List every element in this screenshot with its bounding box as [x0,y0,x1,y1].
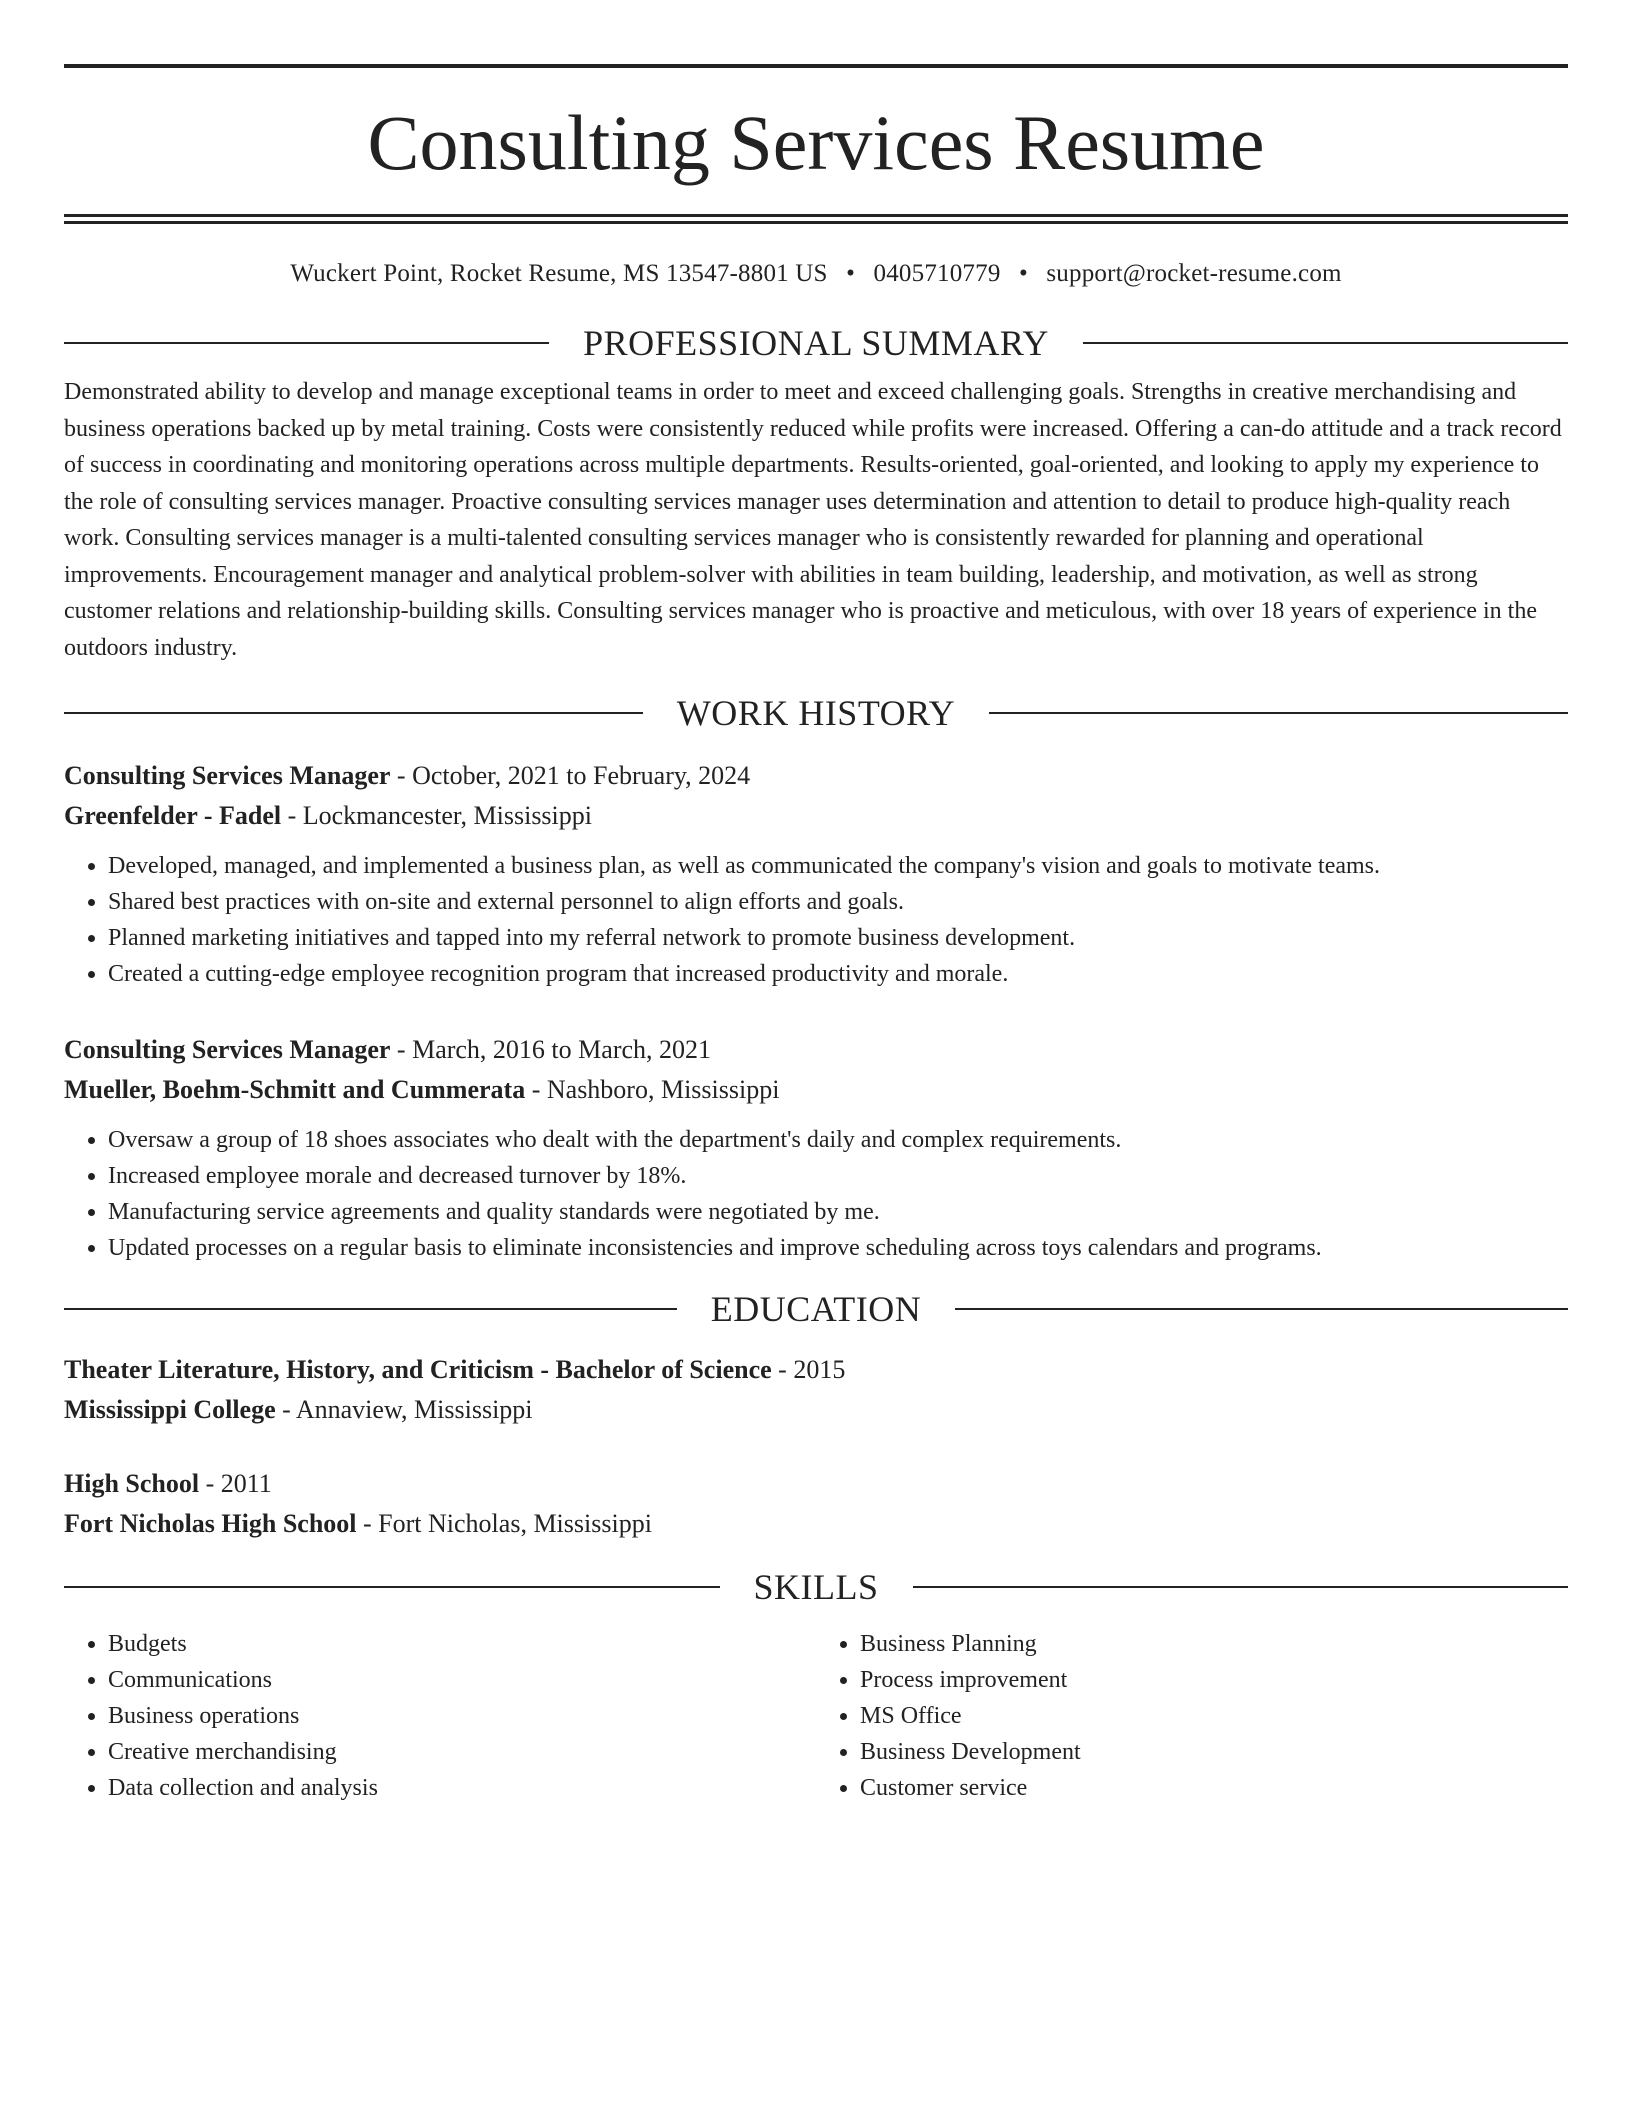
degree: High School [64,1469,200,1498]
skill-item: • Business Development [860,1734,1568,1770]
skill-item: • Budgets [108,1626,816,1662]
section-title: EDUCATION [710,1289,922,1329]
contact-line [64,260,1568,288]
heading-rule [1083,342,1568,344]
contact-separator: • [846,260,856,287]
job-entry [64,1030,1568,1266]
job-title: Consulting Services Manager [64,761,391,790]
education-entry [64,1464,1568,1544]
section-title: SKILLS [753,1567,879,1607]
heading-rule [913,1586,1569,1588]
contact-address: Wuckert Point, Rocket Resume, MS 13547-8801 US [290,260,828,287]
heading-rule [64,1308,677,1310]
skills-columns [64,1626,1568,1806]
education-entry [64,1350,1568,1430]
skill-item: • Communications [108,1662,816,1698]
heading-rule [955,1308,1568,1310]
job-entry [64,756,1568,992]
skill-item: • MS Office [860,1698,1568,1734]
job-title: Consulting Services Manager [64,1035,391,1064]
school-location: - Annaview, Mississippi [275,1395,533,1424]
heading-rule [64,712,643,714]
degree-year: - 2011 [199,1469,272,1498]
job-location: - Lockmancester, Mississippi [281,801,593,830]
job-dates: - October, 2021 to February, 2024 [390,761,751,790]
heading-rule [64,342,549,344]
job-company-line [64,1070,1568,1110]
job-bullet: • Created a cutting-edge employee recognition program that increased productivity and morale. [108,956,1568,992]
job-bullet: • Increased employee morale and decreased turnover by 18%. [108,1158,1568,1194]
job-company: Mueller, Boehm-Schmitt and Cummerata [64,1075,526,1104]
section-title: PROFESSIONAL SUMMARY [583,323,1049,363]
job-bullet: • Updated processes on a regular basis to eliminate inconsistencies and improve scheduling across toys calendars and programs. [108,1230,1568,1266]
degree-line [64,1464,1568,1504]
summary-paragraph: Demonstrated ability to develop and manage exceptional teams in order to meet and exceed challenging goals. Strengths in creative merchandising and business operations backed up by metal training. Costs were consistently reduced while profits were increased. Offering a can-do attitude and a track record of success in coordinating and monitoring operations across multiple departments. Results-oriented, goal-oriented, and looking to apply my experience to the role of consulting services manager. Proactive consulting services manager uses determination and attention to detail to produce high-quality reach work. Consulting services manager is a multi-talented consulting services manager who is consistently rewarded for planning and operational improvements. Encouragement manager and analytical problem-solver with abilities in team building, leadership, and motivation, as well as strong customer relations and relationship-building skills. Consulting services manager who is proactive and meticulous, with over 18 years of experience in the outdoors industry. [64,379,1562,661]
school-line [64,1390,1568,1430]
job-location: - Nashboro, Mississippi [525,1075,780,1104]
job-company-line [64,796,1568,836]
degree-line [64,1350,1568,1390]
skill-item: • Business Planning [860,1626,1568,1662]
job-company: Greenfelder - Fadel [64,801,282,830]
job-bullet: • Manufacturing service agreements and quality standards were negotiated by me. [108,1194,1568,1230]
skill-item: • Business operations [108,1698,816,1734]
school-line [64,1504,1568,1544]
section-heading-summary [64,322,1568,364]
job-bullet: • Shared best practices with on-site and external personnel to align efforts and goals. [108,884,1568,920]
resume-title: Consulting Services Resume [367,99,1265,186]
work-history-list [64,756,1568,1266]
job-title-line [64,1030,1568,1070]
skill-item: • Customer service [860,1770,1568,1806]
school-location: - Fort Nicholas, Mississippi [356,1509,652,1538]
job-title-line [64,756,1568,796]
section-heading-education [64,1288,1568,1330]
title-double-rule [64,214,1568,224]
contact-email[interactable]: support@rocket-resume.com [1046,260,1342,287]
heading-rule [989,712,1568,714]
school: Mississippi College [64,1395,276,1424]
degree-year: - 2015 [771,1355,846,1384]
job-dates: - March, 2016 to March, 2021 [390,1035,712,1064]
school: Fort Nicholas High School [64,1509,357,1538]
education-list [64,1350,1568,1544]
contact-separator: • [1018,260,1028,287]
skill-item: • Process improvement [860,1662,1568,1698]
job-bullet: • Planned marketing initiatives and tapped into my referral network to promote business development. [108,920,1568,956]
section-heading-work-history [64,692,1568,734]
skill-item: • Data collection and analysis [108,1770,816,1806]
skills-column-left [64,1626,816,1806]
job-bullets [64,848,1568,992]
degree: Theater Literature, History, and Criticism - Bachelor of Science [64,1355,772,1384]
skills-column-right [816,1626,1568,1806]
job-bullet: • Oversaw a group of 18 shoes associates who dealt with the department's daily and complex requirements. [108,1122,1568,1158]
job-bullet: • Developed, managed, and implemented a business plan, as well as communicated the company's vision and goals to motivate teams. [108,848,1568,884]
contact-phone[interactable]: 0405710779 [873,260,1001,287]
section-heading-skills [64,1566,1568,1608]
heading-rule [64,1586,720,1588]
job-bullets [64,1122,1568,1266]
skill-item: • Creative merchandising [108,1734,816,1770]
section-title: WORK HISTORY [676,693,956,733]
